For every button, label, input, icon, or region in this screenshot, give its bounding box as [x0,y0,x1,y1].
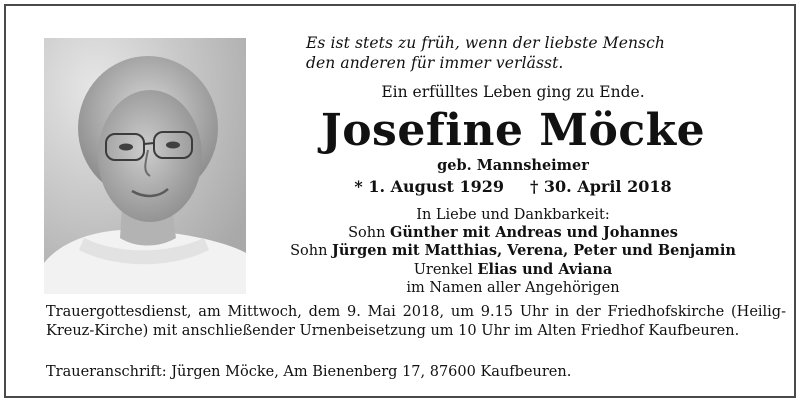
mourners-intro: In Liebe und Dankbarkeit: [416,207,610,223]
mourner-line [268,261,758,279]
service-details [46,303,786,341]
memorial-quote [306,33,786,73]
service-line-1: Trauergottesdienst, am Mittwoch, dem 9. Mai 2018, um 9.15 Uhr in der Friedhofskirche [46,304,725,320]
mourner-names: Günther mit Andreas und Johannes [390,224,678,242]
mourner-relation: Sohn [290,243,328,260]
mourning-address: Traueranschrift: Jürgen Möcke, Am Bienenberg 17, 87600 Kaufbeuren. [46,364,572,380]
mourner-relation: Sohn [348,225,386,242]
life-dates [268,176,758,197]
mourner-line [268,242,758,260]
mourner-relation: Urenkel [413,261,473,278]
quote-line-1: Es ist stets zu früh, wenn der liebste Mensch [306,34,665,52]
deceased-name: Josefine Möcke [320,105,706,156]
lead-sentence: Ein erfülltes Leben ging zu Ende. [381,83,645,101]
mourner-names: Jürgen mit Matthias, Verena, Peter und Benjamin [332,242,736,260]
obituary-card [4,4,796,398]
death-date: † 30. April 2018 [529,177,672,196]
mourner-line [268,224,758,242]
mourners-closing: im Namen aller Angehörigen [406,279,620,296]
quote-line-2: den anderen für immer verlässt. [306,54,564,72]
service-line-2: (Heilig-Kreuz-Kirche) mit anschließender Urnenbeisetzung um 10 Uhr im Alten Friedhof [46,304,786,339]
mourners-list [268,206,758,297]
birth-date: * 1. August 1929 [354,177,504,196]
service-line-3: Kaufbeuren. [648,323,740,339]
maiden-name: geb. Mannsheimer [437,157,589,174]
mourner-names: Elias und Aviana [477,260,613,278]
portrait-photo [44,38,246,294]
